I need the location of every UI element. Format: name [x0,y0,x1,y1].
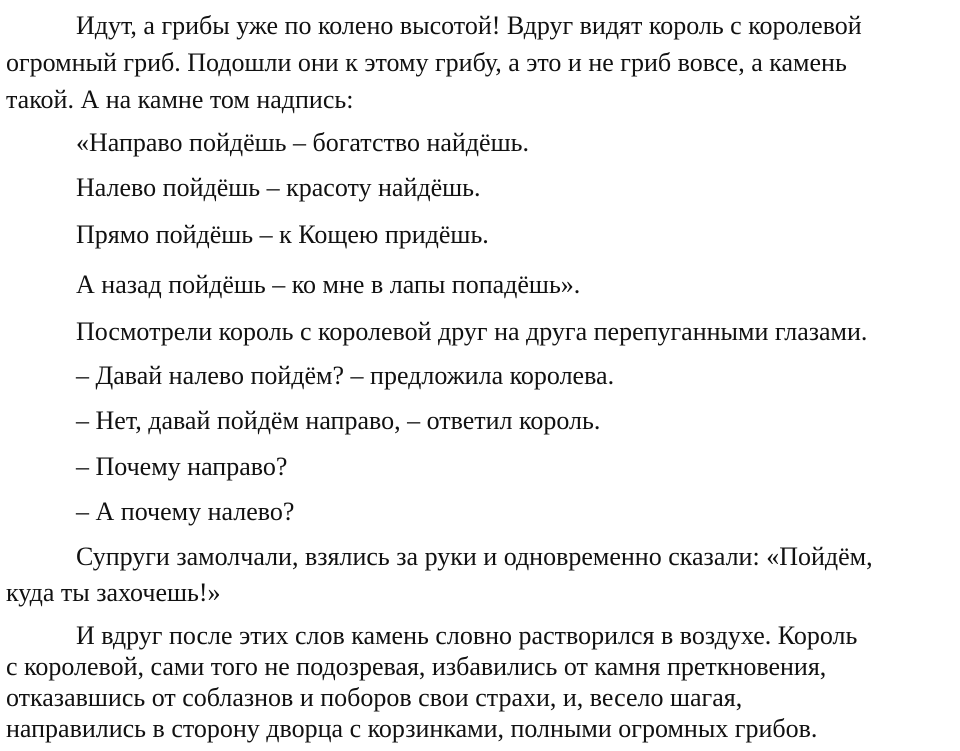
inscription-line: Прямо пойдёшь – к Кощею придёшь. [76,220,489,249]
inscription-line: Налево пойдёшь – красоту найдёшь. [76,173,481,202]
dialogue-line: – Давай налево пойдём? – предложила королева. [76,361,615,390]
inscription-line: «Направо пойдёшь – богатство найдёшь. [76,128,529,157]
paragraph-looked: Посмотрели король с королевой друг на друга перепуганными глазами. [76,317,868,346]
text-line: такой. А на камне том надпись: [6,85,354,114]
dialogue-line: – Почему направо? [76,452,288,481]
dialogue-line: – А почему налево? [76,497,295,526]
text-line: с королевой, сами того не подозревая, избавились от камня преткновения, [6,652,827,681]
text-line: куда ты захочешь!» [6,578,221,607]
text-line: Идут, а грибы уже по колено высотой! Вдруг видят король с королевой [76,11,862,40]
text-line: направились в сторону дворца с корзинками, полными огромных грибов. [6,714,818,743]
text-line: Супруги замолчали, взялись за руки и одновременно сказали: «Пойдём, [76,542,873,571]
inscription-line: А назад пойдёшь – ко мне в лапы попадёшь». [76,270,581,299]
text-line: огромный гриб. Подошли они к этому грибу, а это и не гриб вовсе, а камень [6,48,847,77]
text-line: И вдруг после этих слов камень словно растворился в воздухе. Король [76,621,858,650]
text-line: отказавшись от соблазнов и поборов свои страхи, и, весело шагая, [6,683,743,712]
dialogue-line: – Нет, давай пойдём направо, – ответил король. [76,406,601,435]
